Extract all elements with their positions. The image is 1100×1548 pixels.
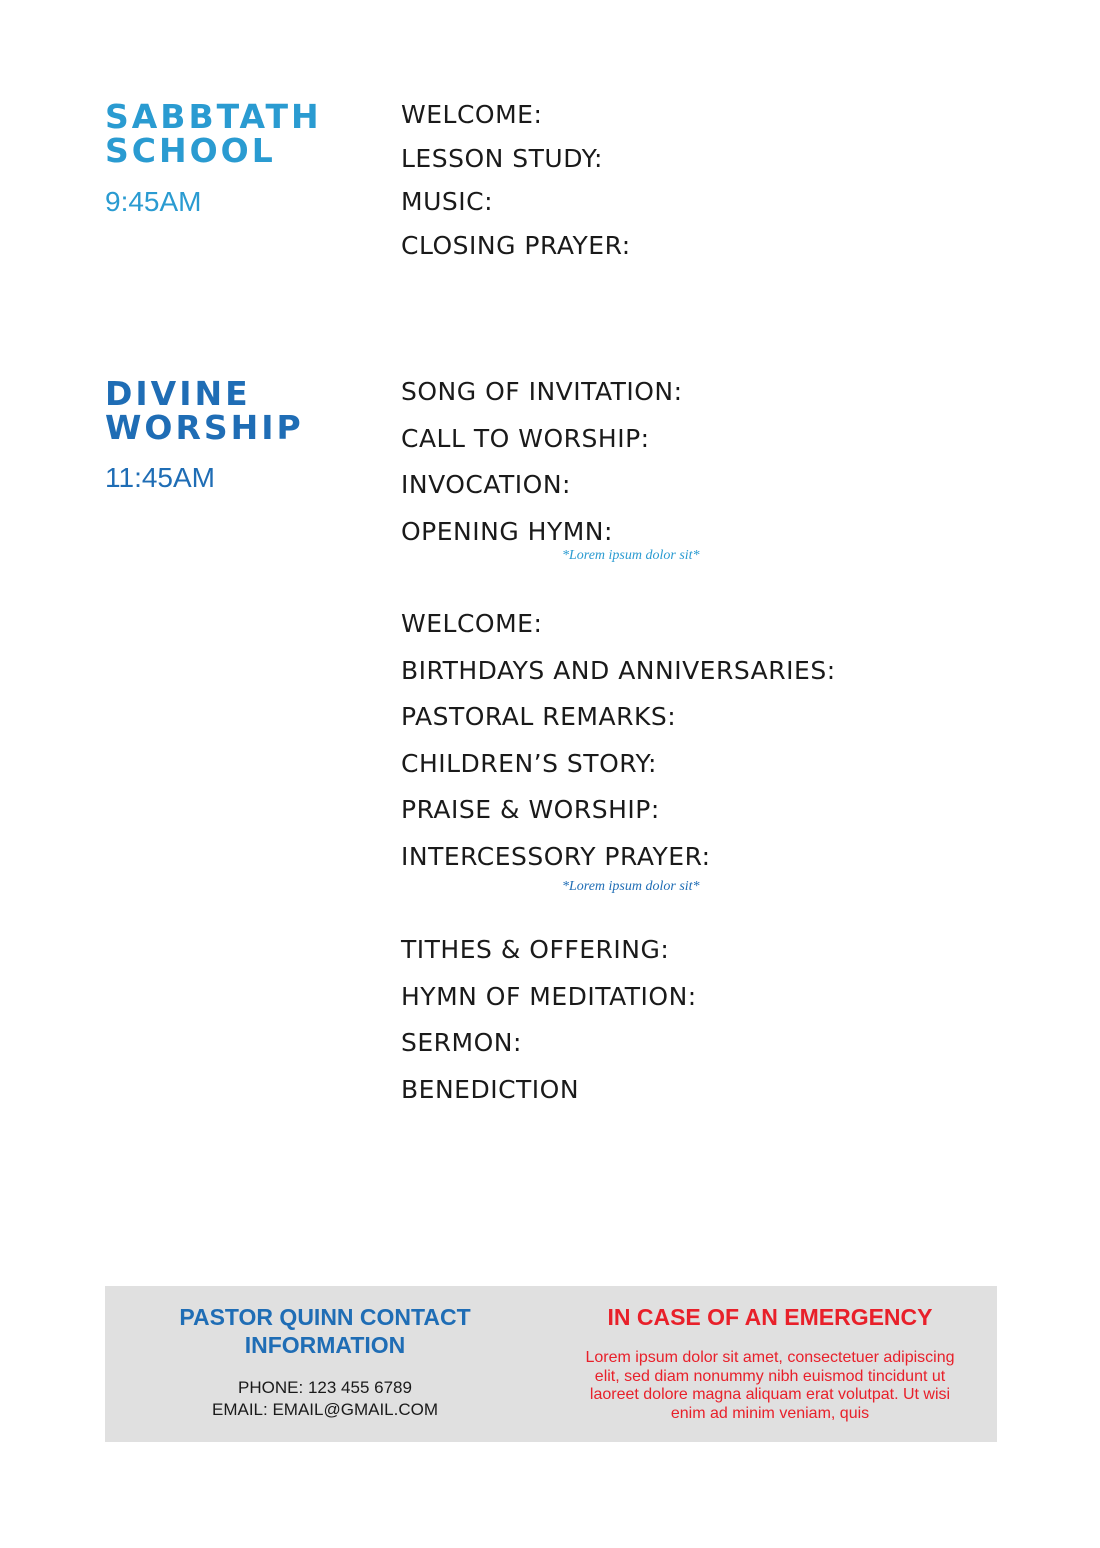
contact-title [105,1303,545,1359]
sabbath-school-heading [105,97,365,170]
contact-title-line2: INFORMATION [244,1332,406,1358]
program-item: INVOCATION: [401,470,571,499]
program-item: CHILDREN’S STORY: [401,748,657,778]
emergency-text-line: Lorem ipsum dolor sit amet, consectetuer adipiscing [585,1349,955,1366]
contact-phone: PHONE: 123 455 6789 [238,1378,412,1397]
program-item: CLOSING PRAYER: [401,230,631,260]
sabbath-school-program-list [401,100,631,274]
program-item: OPENING HYMN: [401,516,613,546]
program-note: *Lorem ipsum dolor sit* [562,879,700,894]
divine-worship-heading [105,374,365,447]
program-item: SERMON: [401,1028,522,1057]
divine-worship-time: 11:45AM [105,462,215,493]
info-footer-panel [105,1286,997,1442]
program-item: INTERCESSORY PRAYER: [401,841,711,871]
divine-worship-title-line2: WORSHIP [105,408,304,447]
program-item: SONG OF INVITATION: [401,377,683,406]
pastor-contact-block [105,1303,545,1421]
program-item: HYMN OF MEDITATION: [401,981,697,1011]
sabbath-school-title-line2: SCHOOL [105,131,276,170]
program-item: CALL TO WORSHIP: [401,423,650,453]
program-item: LESSON STUDY: [401,143,603,173]
emergency-text [565,1349,975,1423]
sabbath-school-time: 9:45AM [105,186,202,217]
emergency-text-line: enim ad minim veniam, quis [670,1404,870,1422]
program-item: TITHES & OFFERING: [401,935,670,964]
divine-worship-program-group-2 [401,609,836,888]
sabbath-school-title-line1: SABBTATH [105,97,322,136]
program-item: MUSIC: [401,187,493,216]
program-item: BENEDICTION [401,1074,580,1104]
program-note: *Lorem ipsum dolor sit* [562,548,700,563]
program-item: PRAISE & WORSHIP: [401,795,660,824]
divine-worship-title-line1: DIVINE [105,374,251,413]
program-item: WELCOME: [401,609,543,638]
emergency-text-line: elit, sed diam nonummy nibh euismod tincidunt ut [594,1367,946,1385]
contact-title-line1: PASTOR QUINN CONTACT [179,1304,471,1330]
program-item: WELCOME: [401,100,543,129]
divine-worship-program-group-1 [401,377,683,563]
emergency-block [565,1303,975,1423]
contact-email: EMAIL: EMAIL@GMAIL.COM [211,1400,439,1419]
program-item: BIRTHDAYS AND ANNIVERSARIES: [401,655,836,685]
emergency-title: IN CASE OF AN EMERGENCY [607,1304,933,1330]
divine-worship-program-group-3 [401,935,697,1121]
program-item: PASTORAL REMARKS: [401,702,677,731]
emergency-text-line: laoreet dolore magna aliquam erat volutpat. Ut wisi [589,1386,951,1403]
